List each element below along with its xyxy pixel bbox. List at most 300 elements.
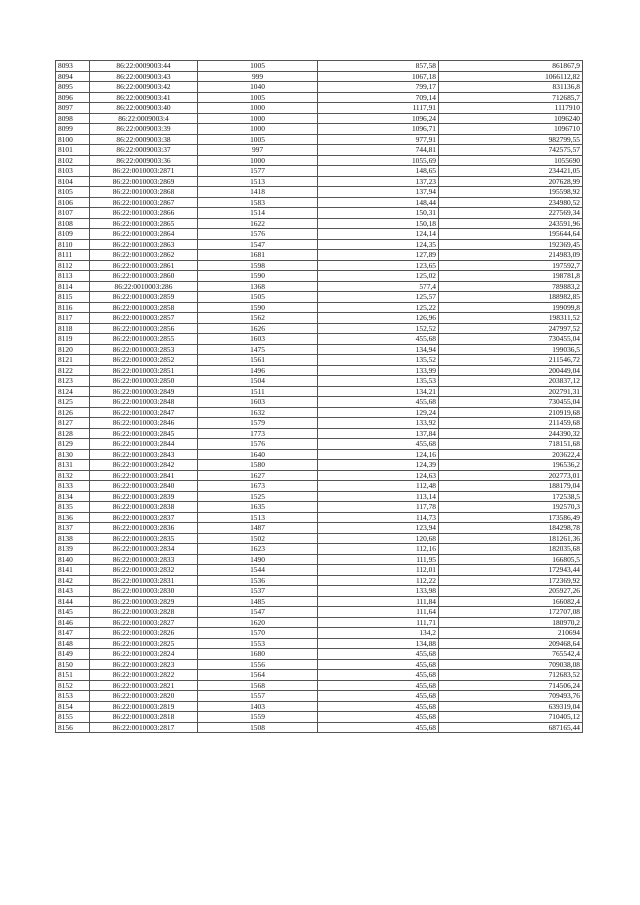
table-row <box>56 649 583 660</box>
value-b-cell: 111,84 <box>318 596 439 607</box>
table-row <box>56 103 583 114</box>
value-a-cell: 1673 <box>198 481 318 492</box>
row-number-cell: 8102 <box>56 155 90 166</box>
value-b-cell: 125,57 <box>318 292 439 303</box>
value-a-cell: 1005 <box>198 92 318 103</box>
value-c-cell: 831136,8 <box>439 82 583 93</box>
row-number-cell: 8096 <box>56 92 90 103</box>
value-c-cell: 712685,7 <box>439 92 583 103</box>
row-number-cell: 8143 <box>56 586 90 597</box>
value-a-cell: 1005 <box>198 61 318 72</box>
value-c-cell: 227569,34 <box>439 208 583 219</box>
value-b-cell: 150,31 <box>318 208 439 219</box>
table-row <box>56 92 583 103</box>
value-b-cell: 799,17 <box>318 82 439 93</box>
value-b-cell: 125,22 <box>318 302 439 313</box>
value-b-cell: 112,22 <box>318 575 439 586</box>
row-number-cell: 8098 <box>56 113 90 124</box>
cadastral-number-cell: 86:22:0010003:2853 <box>90 344 198 355</box>
table-row <box>56 575 583 586</box>
value-b-cell: 455,68 <box>318 397 439 408</box>
cadastral-number-cell: 86:22:0010003:2840 <box>90 481 198 492</box>
value-c-cell: 207628,99 <box>439 176 583 187</box>
table-row <box>56 302 583 313</box>
value-a-cell: 1576 <box>198 229 318 240</box>
cadastral-number-cell: 86:22:0010003:2827 <box>90 617 198 628</box>
value-b-cell: 577,4 <box>318 281 439 292</box>
cadastral-number-cell: 86:22:0010003:2848 <box>90 397 198 408</box>
cadastral-number-cell: 86:22:0010003:2821 <box>90 680 198 691</box>
cadastral-number-cell: 86:22:0010003:2837 <box>90 512 198 523</box>
value-a-cell: 1537 <box>198 586 318 597</box>
cadastral-number-cell: 86:22:0010003:2823 <box>90 659 198 670</box>
value-a-cell: 1640 <box>198 449 318 460</box>
value-c-cell: 210694 <box>439 628 583 639</box>
value-b-cell: 150,18 <box>318 218 439 229</box>
table-row <box>56 554 583 565</box>
table-row <box>56 313 583 324</box>
cadastral-number-cell: 86:22:0009003:37 <box>90 145 198 156</box>
row-number-cell: 8136 <box>56 512 90 523</box>
row-number-cell: 8116 <box>56 302 90 313</box>
table-row <box>56 134 583 145</box>
value-b-cell: 455,68 <box>318 680 439 691</box>
value-a-cell: 1568 <box>198 680 318 691</box>
table-row <box>56 670 583 681</box>
table-row <box>56 470 583 481</box>
row-number-cell: 8145 <box>56 607 90 618</box>
table-row <box>56 449 583 460</box>
value-c-cell: 1055690 <box>439 155 583 166</box>
value-b-cell: 455,68 <box>318 649 439 660</box>
cadastral-number-cell: 86:22:0010003:2818 <box>90 712 198 723</box>
value-b-cell: 857,58 <box>318 61 439 72</box>
table-row <box>56 61 583 72</box>
value-c-cell: 712683,52 <box>439 670 583 681</box>
row-number-cell: 8147 <box>56 628 90 639</box>
value-c-cell: 982799,55 <box>439 134 583 145</box>
value-c-cell: 861867,9 <box>439 61 583 72</box>
table-row <box>56 334 583 345</box>
row-number-cell: 8121 <box>56 355 90 366</box>
value-c-cell: 234421,05 <box>439 166 583 177</box>
value-b-cell: 129,24 <box>318 407 439 418</box>
row-number-cell: 8113 <box>56 271 90 282</box>
value-b-cell: 123,94 <box>318 523 439 534</box>
cadastral-number-cell: 86:22:0010003:2857 <box>90 313 198 324</box>
value-b-cell: 455,68 <box>318 701 439 712</box>
row-number-cell: 8107 <box>56 208 90 219</box>
cadastral-number-cell: 86:22:0010003:2855 <box>90 334 198 345</box>
table-row <box>56 439 583 450</box>
value-c-cell: 182035,68 <box>439 544 583 555</box>
value-c-cell: 247997,52 <box>439 323 583 334</box>
value-b-cell: 111,95 <box>318 554 439 565</box>
value-c-cell: 211546,72 <box>439 355 583 366</box>
value-b-cell: 455,68 <box>318 722 439 733</box>
cadastral-number-cell: 86:22:0010003:2845 <box>90 428 198 439</box>
value-a-cell: 1623 <box>198 544 318 555</box>
table-row <box>56 712 583 723</box>
value-c-cell: 188982,85 <box>439 292 583 303</box>
cadastral-number-cell: 86:22:0010003:2843 <box>90 449 198 460</box>
cadastral-number-cell: 86:22:0009003:43 <box>90 71 198 82</box>
row-number-cell: 8152 <box>56 680 90 691</box>
row-number-cell: 8094 <box>56 71 90 82</box>
table-row <box>56 533 583 544</box>
value-a-cell: 1626 <box>198 323 318 334</box>
value-c-cell: 714506,24 <box>439 680 583 691</box>
value-a-cell: 1564 <box>198 670 318 681</box>
row-number-cell: 8141 <box>56 565 90 576</box>
value-b-cell: 148,44 <box>318 197 439 208</box>
cadastral-number-cell: 86:22:0010003:2817 <box>90 722 198 733</box>
row-number-cell: 8151 <box>56 670 90 681</box>
table-row <box>56 155 583 166</box>
value-c-cell: 200449,04 <box>439 365 583 376</box>
value-a-cell: 1598 <box>198 260 318 271</box>
value-b-cell: 152,52 <box>318 323 439 334</box>
cadastral-number-cell: 86:22:0009003:39 <box>90 124 198 135</box>
value-c-cell: 205927,26 <box>439 586 583 597</box>
row-number-cell: 8137 <box>56 523 90 534</box>
value-b-cell: 133,99 <box>318 365 439 376</box>
cadastral-number-cell: 86:22:0009003:4 <box>90 113 198 124</box>
value-a-cell: 1504 <box>198 376 318 387</box>
row-number-cell: 8148 <box>56 638 90 649</box>
value-c-cell: 710405,12 <box>439 712 583 723</box>
cadastral-number-cell: 86:22:0010003:2841 <box>90 470 198 481</box>
value-c-cell: 192570,3 <box>439 502 583 513</box>
table-row <box>56 607 583 618</box>
table-row <box>56 596 583 607</box>
table-row <box>56 176 583 187</box>
table-row <box>56 502 583 513</box>
value-a-cell: 1513 <box>198 176 318 187</box>
table-row <box>56 659 583 670</box>
value-c-cell: 789883,2 <box>439 281 583 292</box>
value-a-cell: 1502 <box>198 533 318 544</box>
value-a-cell: 1000 <box>198 103 318 114</box>
value-b-cell: 124,16 <box>318 449 439 460</box>
value-c-cell: 214983,09 <box>439 250 583 261</box>
value-a-cell: 1583 <box>198 197 318 208</box>
value-b-cell: 112,01 <box>318 565 439 576</box>
row-number-cell: 8126 <box>56 407 90 418</box>
row-number-cell: 8135 <box>56 502 90 513</box>
value-a-cell: 1536 <box>198 575 318 586</box>
value-b-cell: 114,73 <box>318 512 439 523</box>
value-a-cell: 1557 <box>198 691 318 702</box>
row-number-cell: 8156 <box>56 722 90 733</box>
value-a-cell: 1680 <box>198 649 318 660</box>
row-number-cell: 8114 <box>56 281 90 292</box>
value-b-cell: 135,53 <box>318 376 439 387</box>
row-number-cell: 8142 <box>56 575 90 586</box>
row-number-cell: 8104 <box>56 176 90 187</box>
table-body <box>56 61 583 733</box>
table-row <box>56 124 583 135</box>
row-number-cell: 8120 <box>56 344 90 355</box>
row-number-cell: 8095 <box>56 82 90 93</box>
table-row <box>56 271 583 282</box>
table-row <box>56 376 583 387</box>
table-row <box>56 323 583 334</box>
table-row <box>56 187 583 198</box>
cadastral-number-cell: 86:22:0010003:2847 <box>90 407 198 418</box>
value-a-cell: 1490 <box>198 554 318 565</box>
row-number-cell: 8111 <box>56 250 90 261</box>
value-c-cell: 198781,8 <box>439 271 583 282</box>
cadastral-number-cell: 86:22:0010003:2828 <box>90 607 198 618</box>
cadastral-number-cell: 86:22:0010003:2849 <box>90 386 198 397</box>
value-a-cell: 1576 <box>198 439 318 450</box>
value-a-cell: 1620 <box>198 617 318 628</box>
value-b-cell: 977,91 <box>318 134 439 145</box>
cadastral-number-cell: 86:22:0010003:2842 <box>90 460 198 471</box>
table-row <box>56 460 583 471</box>
value-b-cell: 126,96 <box>318 313 439 324</box>
row-number-cell: 8118 <box>56 323 90 334</box>
table-row <box>56 229 583 240</box>
value-a-cell: 1418 <box>198 187 318 198</box>
value-a-cell: 1570 <box>198 628 318 639</box>
table-row <box>56 407 583 418</box>
value-c-cell: 172943,44 <box>439 565 583 576</box>
value-c-cell: 195644,64 <box>439 229 583 240</box>
table-row <box>56 166 583 177</box>
row-number-cell: 8127 <box>56 418 90 429</box>
value-a-cell: 1622 <box>198 218 318 229</box>
cadastral-number-cell: 86:22:0010003:2826 <box>90 628 198 639</box>
cadastral-number-cell: 86:22:0010003:2831 <box>90 575 198 586</box>
value-c-cell: 197592,7 <box>439 260 583 271</box>
value-c-cell: 1066112,82 <box>439 71 583 82</box>
row-number-cell: 8132 <box>56 470 90 481</box>
value-a-cell: 1525 <box>198 491 318 502</box>
value-c-cell: 742575,57 <box>439 145 583 156</box>
row-number-cell: 8124 <box>56 386 90 397</box>
row-number-cell: 8129 <box>56 439 90 450</box>
table-row <box>56 701 583 712</box>
cadastral-number-cell: 86:22:0010003:2856 <box>90 323 198 334</box>
row-number-cell: 8105 <box>56 187 90 198</box>
table-row <box>56 512 583 523</box>
value-c-cell: 184298,78 <box>439 523 583 534</box>
value-b-cell: 112,16 <box>318 544 439 555</box>
cadastral-number-cell: 86:22:0010003:2861 <box>90 260 198 271</box>
table-row <box>56 481 583 492</box>
cadastral-number-cell: 86:22:0009003:44 <box>90 61 198 72</box>
table-row <box>56 113 583 124</box>
value-a-cell: 1000 <box>198 124 318 135</box>
cadastral-number-cell: 86:22:0010003:2830 <box>90 586 198 597</box>
value-b-cell: 744,81 <box>318 145 439 156</box>
value-c-cell: 173586,49 <box>439 512 583 523</box>
value-c-cell: 203622,4 <box>439 449 583 460</box>
cadastral-number-cell: 86:22:0010003:2858 <box>90 302 198 313</box>
row-number-cell: 8097 <box>56 103 90 114</box>
table-row <box>56 628 583 639</box>
value-b-cell: 120,68 <box>318 533 439 544</box>
table-row <box>56 365 583 376</box>
cadastral-number-cell: 86:22:0010003:2834 <box>90 544 198 555</box>
cadastral-number-cell: 86:22:0010003:2836 <box>90 523 198 534</box>
table-row <box>56 145 583 156</box>
value-a-cell: 1681 <box>198 250 318 261</box>
value-c-cell: 192369,45 <box>439 239 583 250</box>
cadastral-number-cell: 86:22:0010003:2871 <box>90 166 198 177</box>
row-number-cell: 8123 <box>56 376 90 387</box>
table-row <box>56 491 583 502</box>
value-b-cell: 1067,18 <box>318 71 439 82</box>
value-a-cell: 1590 <box>198 271 318 282</box>
row-number-cell: 8139 <box>56 544 90 555</box>
value-b-cell: 124,14 <box>318 229 439 240</box>
value-b-cell: 124,39 <box>318 460 439 471</box>
table-row <box>56 71 583 82</box>
value-c-cell: 198311,52 <box>439 313 583 324</box>
table-row <box>56 722 583 733</box>
row-number-cell: 8133 <box>56 481 90 492</box>
value-c-cell: 1096240 <box>439 113 583 124</box>
row-number-cell: 8125 <box>56 397 90 408</box>
cadastral-number-cell: 86:22:0010003:2820 <box>90 691 198 702</box>
row-number-cell: 8109 <box>56 229 90 240</box>
cadastral-number-cell: 86:22:0010003:2860 <box>90 271 198 282</box>
table-row <box>56 292 583 303</box>
table-row <box>56 281 583 292</box>
value-c-cell: 199036,5 <box>439 344 583 355</box>
value-a-cell: 1544 <box>198 565 318 576</box>
value-a-cell: 997 <box>198 145 318 156</box>
value-b-cell: 455,68 <box>318 691 439 702</box>
value-b-cell: 111,64 <box>318 607 439 618</box>
value-a-cell: 1559 <box>198 712 318 723</box>
value-a-cell: 1475 <box>198 344 318 355</box>
cadastral-number-cell: 86:22:0009003:42 <box>90 82 198 93</box>
cadastral-number-cell: 86:22:0010003:2868 <box>90 187 198 198</box>
value-a-cell: 1508 <box>198 722 318 733</box>
row-number-cell: 8108 <box>56 218 90 229</box>
value-c-cell: 202791,31 <box>439 386 583 397</box>
value-b-cell: 455,68 <box>318 712 439 723</box>
table-row <box>56 397 583 408</box>
table-row <box>56 418 583 429</box>
value-a-cell: 1635 <box>198 502 318 513</box>
value-a-cell: 1556 <box>198 659 318 670</box>
row-number-cell: 8150 <box>56 659 90 670</box>
value-a-cell: 1368 <box>198 281 318 292</box>
value-a-cell: 1000 <box>198 113 318 124</box>
value-a-cell: 1590 <box>198 302 318 313</box>
table-row <box>56 82 583 93</box>
row-number-cell: 8119 <box>56 334 90 345</box>
value-c-cell: 709493,76 <box>439 691 583 702</box>
table-row <box>56 239 583 250</box>
value-a-cell: 1513 <box>198 512 318 523</box>
value-b-cell: 117,78 <box>318 502 439 513</box>
value-b-cell: 148,65 <box>318 166 439 177</box>
value-b-cell: 1055,69 <box>318 155 439 166</box>
row-number-cell: 8134 <box>56 491 90 502</box>
value-a-cell: 1487 <box>198 523 318 534</box>
value-a-cell: 1577 <box>198 166 318 177</box>
cadastral-number-cell: 86:22:0010003:2869 <box>90 176 198 187</box>
cadastral-number-cell: 86:22:0010003:2822 <box>90 670 198 681</box>
row-number-cell: 8138 <box>56 533 90 544</box>
table-row <box>56 565 583 576</box>
table-row <box>56 355 583 366</box>
value-a-cell: 1040 <box>198 82 318 93</box>
value-a-cell: 1000 <box>198 155 318 166</box>
row-number-cell: 8122 <box>56 365 90 376</box>
row-number-cell: 8131 <box>56 460 90 471</box>
cadastral-number-cell: 86:22:0010003:2862 <box>90 250 198 261</box>
value-b-cell: 111,71 <box>318 617 439 628</box>
value-a-cell: 1580 <box>198 460 318 471</box>
cadastral-number-cell: 86:22:0010003:2865 <box>90 218 198 229</box>
cadastral-number-cell: 86:22:0010003:286 <box>90 281 198 292</box>
table-row <box>56 386 583 397</box>
value-a-cell: 1562 <box>198 313 318 324</box>
row-number-cell: 8140 <box>56 554 90 565</box>
value-a-cell: 1505 <box>198 292 318 303</box>
row-number-cell: 8106 <box>56 197 90 208</box>
value-b-cell: 113,14 <box>318 491 439 502</box>
value-a-cell: 1511 <box>198 386 318 397</box>
row-number-cell: 8153 <box>56 691 90 702</box>
value-b-cell: 134,2 <box>318 628 439 639</box>
value-a-cell: 1496 <box>198 365 318 376</box>
value-c-cell: 209468,64 <box>439 638 583 649</box>
value-b-cell: 125,02 <box>318 271 439 282</box>
row-number-cell: 8115 <box>56 292 90 303</box>
table-row <box>56 197 583 208</box>
value-a-cell: 999 <box>198 71 318 82</box>
value-b-cell: 134,88 <box>318 638 439 649</box>
table-row <box>56 544 583 555</box>
cadastral-number-cell: 86:22:0010003:2864 <box>90 229 198 240</box>
table-row <box>56 260 583 271</box>
value-b-cell: 123,65 <box>318 260 439 271</box>
value-c-cell: 181261,36 <box>439 533 583 544</box>
value-b-cell: 137,84 <box>318 428 439 439</box>
cadastral-number-cell: 86:22:0010003:2839 <box>90 491 198 502</box>
table-row <box>56 691 583 702</box>
value-b-cell: 135,52 <box>318 355 439 366</box>
value-c-cell: 639319,04 <box>439 701 583 712</box>
value-c-cell: 172707,08 <box>439 607 583 618</box>
cadastral-number-cell: 86:22:0010003:2851 <box>90 365 198 376</box>
cadastral-number-cell: 86:22:0010003:2824 <box>90 649 198 660</box>
value-b-cell: 134,94 <box>318 344 439 355</box>
value-b-cell: 137,23 <box>318 176 439 187</box>
value-b-cell: 1096,24 <box>318 113 439 124</box>
value-a-cell: 1547 <box>198 607 318 618</box>
value-a-cell: 1603 <box>198 397 318 408</box>
row-number-cell: 8155 <box>56 712 90 723</box>
table-row <box>56 586 583 597</box>
value-a-cell: 1579 <box>198 418 318 429</box>
value-a-cell: 1561 <box>198 355 318 366</box>
row-number-cell: 8103 <box>56 166 90 177</box>
row-number-cell: 8130 <box>56 449 90 460</box>
table-row <box>56 250 583 261</box>
table-row <box>56 344 583 355</box>
table-row <box>56 638 583 649</box>
value-a-cell: 1403 <box>198 701 318 712</box>
